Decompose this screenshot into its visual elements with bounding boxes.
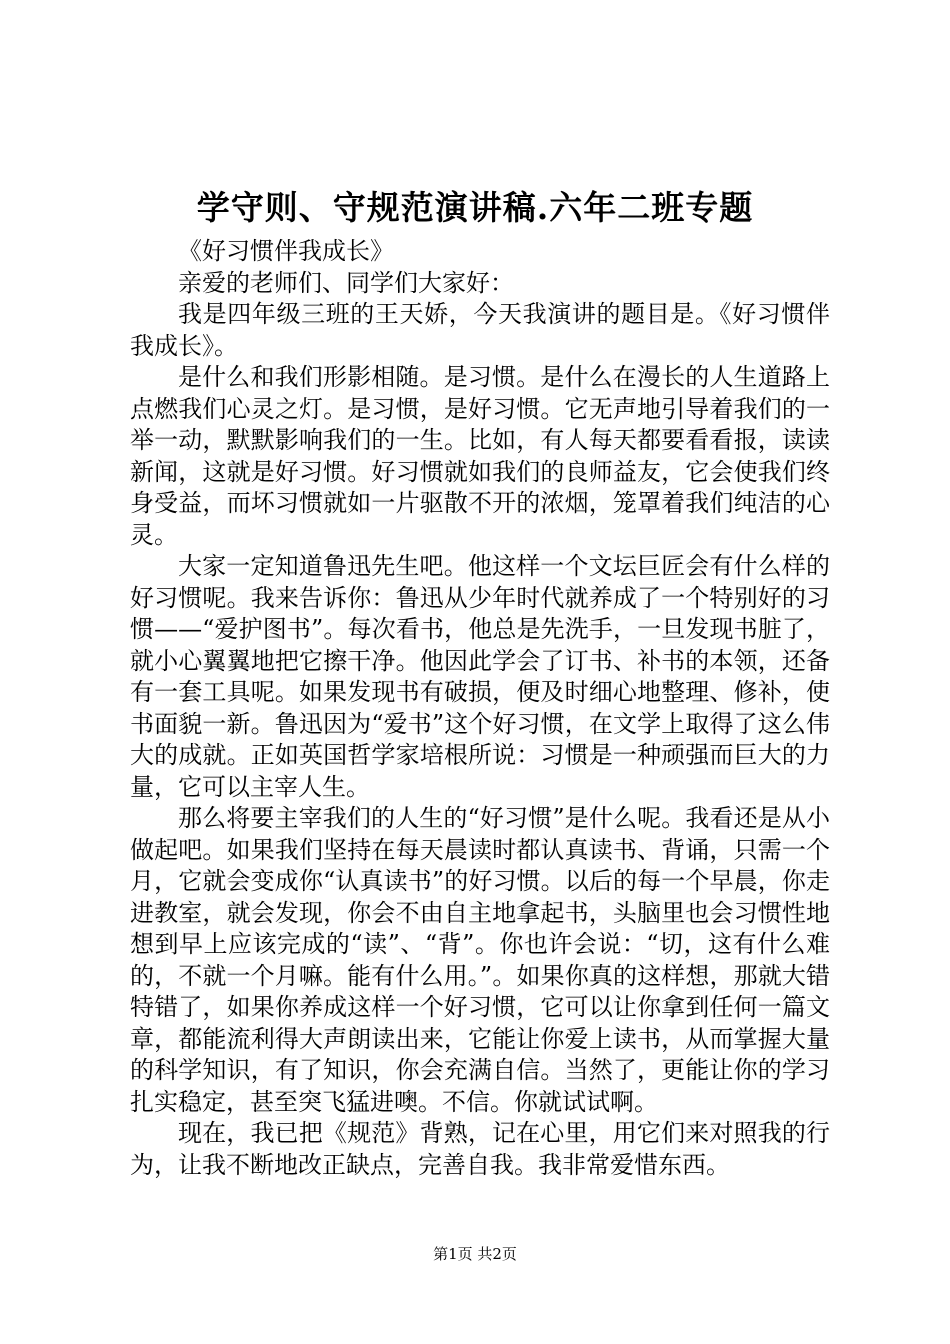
body-paragraph: 现在，我已把《规范》背熟，记在心里，用它们来对照我的行为，让我不断地改正缺点，完善自我。我非常爱惜东西。 (130, 1119, 830, 1179)
speech-title-paragraph: 《好习惯伴我成长》 (178, 237, 394, 265)
body-paragraph: 是什么和我们形影相随。是习惯。是什么在漫长的人生道路上点燃我们心灵之灯。是习惯，是好习惯。它无声地引导着我们的一举一动，默默影响我们的一生。比如，有人每天都要看看报，读读新闻，这就是好习惯。好习惯就如我们的良师益友，它会使我们终身受益，而坏习惯就如一片驱散不开的浓烟，笼罩着我们纯洁的心灵。 (130, 363, 830, 549)
body-paragraph: 那么将要主宰我们的人生的“好习惯”是什么呢。我看还是从小做起吧。如果我们坚持在每天晨读时都认真读书、背诵，只需一个月，它就会变成你“认真读书”的好习惯。以后的每一个早晨，你走进教室，就会发现，你会不由自主地拿起书，头脑里也会习惯性地想到早上应该完成的“读”、“背”。你也许会说：“切，这有什么难的，不就一个月嘛。能有什么用。”。如果你真的这样想，那就大错特错了，如果你养成这样一个好习惯，它可以让你拿到任何一篇文章，都能流利得大声朗读出来，它能让你爱上读书，从而掌握大量的科学知识，有了知识，你会充满自信。当然了，更能让你的学习扎实稳定，甚至突飞猛进噢。不信。你就试试啊。 (130, 804, 830, 1116)
document-title: 学守则、守规范演讲稿.六年二班专题 (196, 188, 754, 227)
body-paragraph: 大家一定知道鲁迅先生吧。他这样一个文坛巨匠会有什么样的好习惯呢。我来告诉你：鲁迅从少年时代就养成了一个特别好的习惯——“爱护图书”。每次看书，他总是先洗手，一旦发现书脏了，就小心翼翼地把它擦干净。他因此学会了订书、补书的本领，还备有一套工具呢。如果发现书有破损，便及时细心地整理、修补，使书面貌一新。鲁迅因为“爱书”这个好习惯，在文学上取得了这么伟大的成就。正如英国哲学家培根所说：习惯是一种顽强而巨大的力量，它可以主宰人生。 (130, 552, 830, 801)
greeting-paragraph: 亲爱的老师们、同学们大家好： (178, 268, 514, 297)
page-number-footer: 第1页 共2页 (433, 1245, 517, 1263)
document-body (130, 236, 830, 1181)
body-paragraph: 我是四年级三班的王天娇，今天我演讲的题目是。《好习惯伴我成长》。 (130, 300, 830, 360)
